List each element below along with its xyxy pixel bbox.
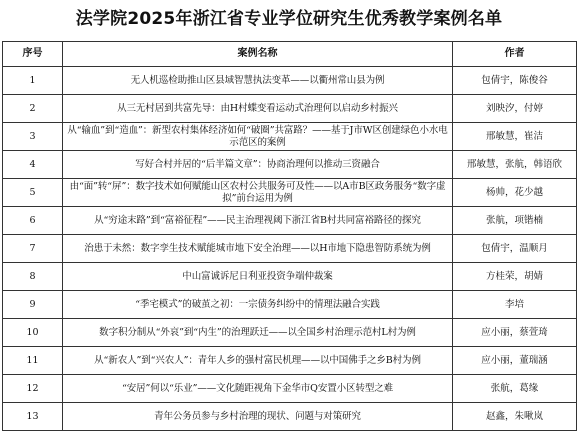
row-number: 1 <box>3 67 63 95</box>
table-row <box>3 67 577 95</box>
case-name: “季宅模式”的破茧之初：一宗债务纠纷中的情理法融合实践 <box>63 291 453 319</box>
case-name: 青年公务员参与乡村治理的现状、问题与对策研究 <box>63 403 453 431</box>
row-number: 13 <box>3 403 63 431</box>
row-number: 6 <box>3 207 63 235</box>
case-author: 包倩宇，陈俊谷 <box>453 67 577 95</box>
header-author: 作者 <box>453 42 577 67</box>
case-name: 从“输血”到“造血”：新型农村集体经济如何“破圈”共富路？——基于J市W区创建绿色小水电示范区的案例 <box>63 123 453 151</box>
row-number: 11 <box>3 347 63 375</box>
case-author: 刘映汐，付婷 <box>453 95 577 123</box>
table-row <box>3 291 577 319</box>
case-name: 从三无村居到共富先导：由H村蝶变看运动式治理何以启动乡村振兴 <box>63 95 453 123</box>
table-row <box>3 319 577 347</box>
case-name: 由“面”转“屏”：数字技术如何赋能山区农村公共服务可及性——以A市B区政务服务“数字虚拟”前台运用为例 <box>63 179 453 207</box>
case-author: 李培 <box>453 291 577 319</box>
case-name: 无人机巡检助推山区县域智慧执法变革——以衢州常山县为例 <box>63 67 453 95</box>
case-author: 方桂荣，胡婧 <box>453 263 577 291</box>
table-row <box>3 95 577 123</box>
header-name: 案例名称 <box>63 42 453 67</box>
row-number: 5 <box>3 179 63 207</box>
case-name: 从“新农人”到“兴农人”：青年人乡的强村富民机理——以中国佛手之乡B村为例 <box>63 347 453 375</box>
case-name: 从“穷途末路”到“富裕征程”——民主治理视阈下浙江省B村共同富裕路径的探究 <box>63 207 453 235</box>
row-number: 10 <box>3 319 63 347</box>
table-row <box>3 403 577 431</box>
case-name: 中山富诚诉尼日利亚投资争端仲裁案 <box>63 263 453 291</box>
table-row <box>3 375 577 403</box>
case-name: 治患于未然：数字孪生技术赋能城市地下安全治理——以H市地下隐患智防系统为例 <box>63 235 453 263</box>
case-author: 包倩宇，温顺月 <box>453 235 577 263</box>
case-author: 邢敏慧，崔洁 <box>453 123 577 151</box>
table-row <box>3 235 577 263</box>
row-number: 7 <box>3 235 63 263</box>
row-number: 3 <box>3 123 63 151</box>
row-number: 12 <box>3 375 63 403</box>
table-row <box>3 263 577 291</box>
page-title: 法学院2025年浙江省专业学位研究生优秀教学案例名单 <box>75 9 503 29</box>
row-number: 8 <box>3 263 63 291</box>
case-author: 应小丽，董瑞涵 <box>453 347 577 375</box>
case-author: 张航，葛缘 <box>453 375 577 403</box>
case-name: “安居”何以“乐业”——文化随距视角下金华市Q安置小区转型之难 <box>63 375 453 403</box>
case-author: 杨帅，花少越 <box>453 179 577 207</box>
row-number: 2 <box>3 95 63 123</box>
row-number: 9 <box>3 291 63 319</box>
table-row <box>3 179 577 207</box>
case-author: 邢敏慧，张航，韩语欣 <box>453 151 577 179</box>
table-row <box>3 207 577 235</box>
case-author: 张航，项锴楠 <box>453 207 577 235</box>
row-number: 4 <box>3 151 63 179</box>
case-list-table <box>2 41 577 431</box>
header-no: 序号 <box>3 42 63 67</box>
case-author: 赵鑫，朱啾岚 <box>453 403 577 431</box>
table-row <box>3 151 577 179</box>
case-name: 写好合村并居的“后半篇文章”：协商治理何以推动三资融合 <box>63 151 453 179</box>
case-name: 数字积分制从“外哀”到“内生”的治理跃迁——以全国乡村治理示范村L村为例 <box>63 319 453 347</box>
table-row <box>3 347 577 375</box>
table-row <box>3 123 577 151</box>
table-header-row <box>3 42 577 67</box>
case-author: 应小丽，蔡萱琦 <box>453 319 577 347</box>
